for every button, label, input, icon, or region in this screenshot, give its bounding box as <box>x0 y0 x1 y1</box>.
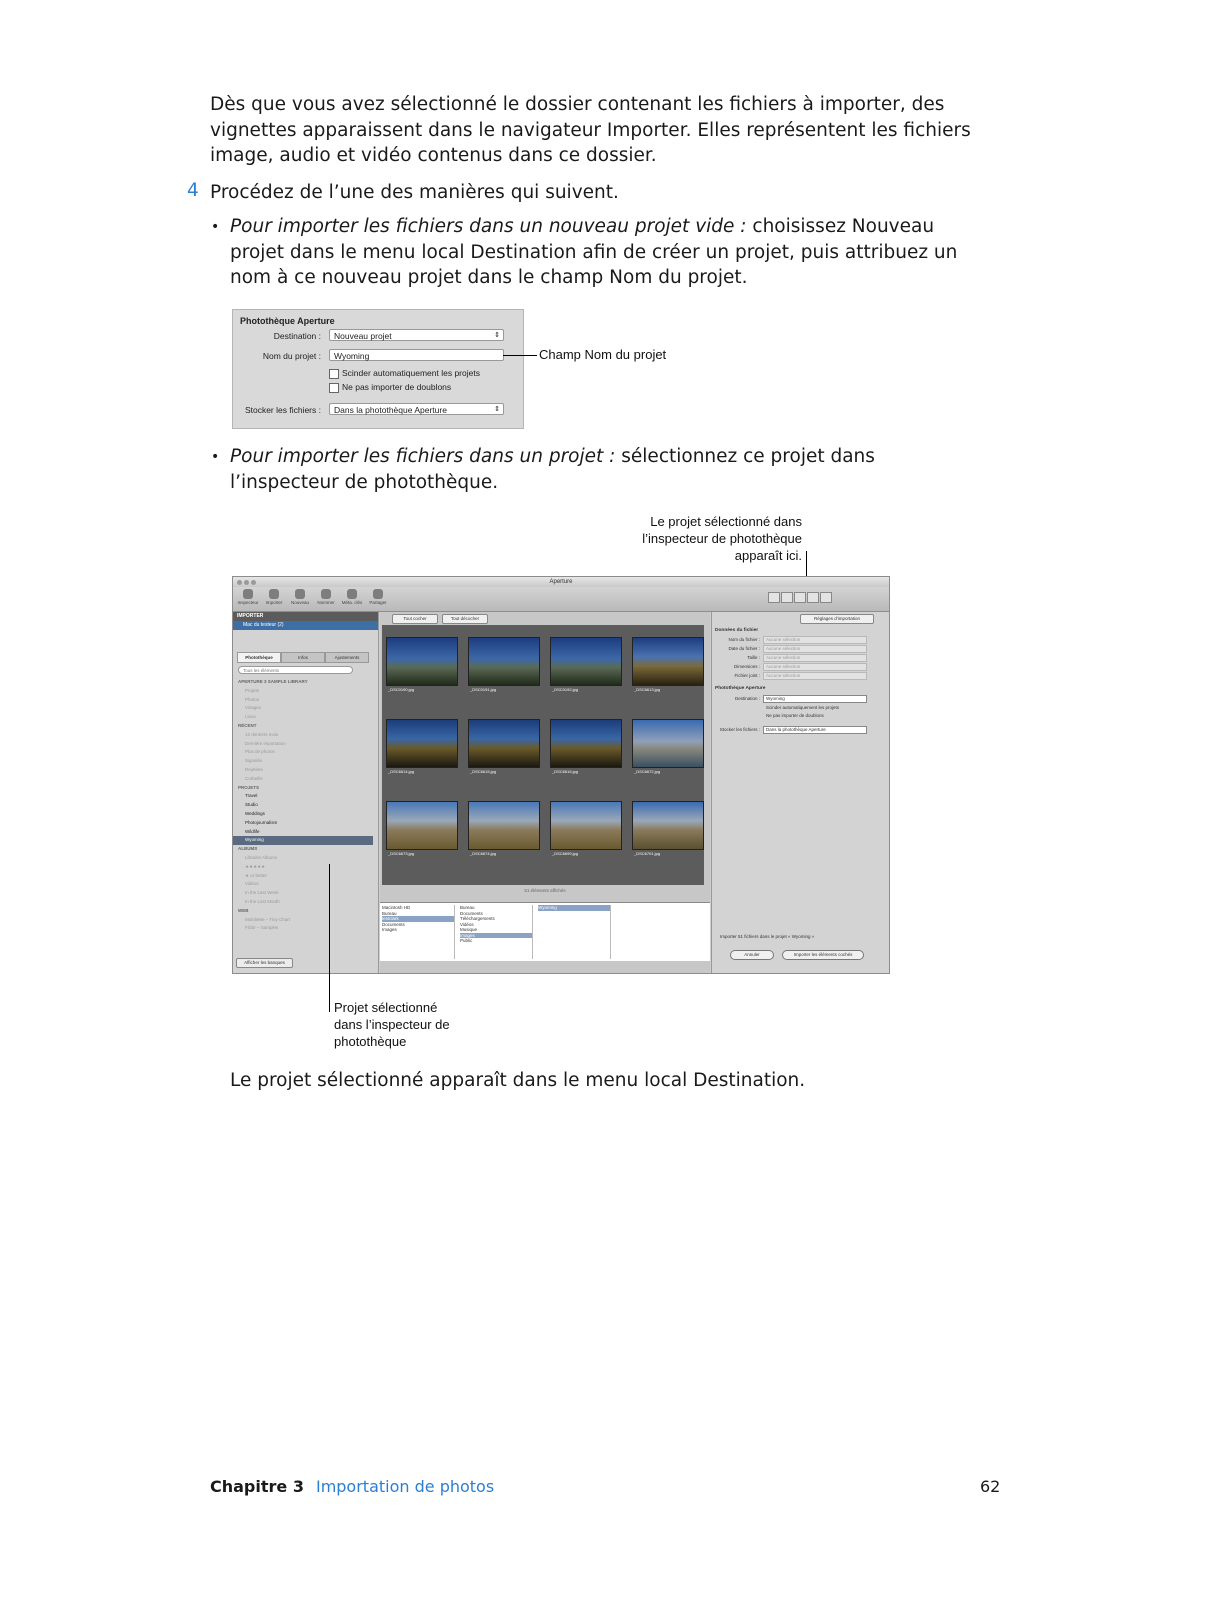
search-input[interactable]: Tous les éléments <box>238 666 353 674</box>
store-row <box>715 726 885 734</box>
thumbnail[interactable] <box>632 801 704 850</box>
row-value: Aucune sélection <box>763 636 867 644</box>
project-item[interactable]: Weddings <box>245 810 265 816</box>
destination-value: Nouveau projet <box>334 331 392 341</box>
library-list <box>233 678 373 933</box>
thumbnail[interactable] <box>550 637 622 686</box>
row-label: Destination : <box>734 696 760 702</box>
list-item[interactable]: Plus de photos <box>245 749 275 755</box>
thumbnail[interactable] <box>386 719 458 768</box>
import-summary: Importer 51 fichiers dans le projet « Wyoming » <box>720 934 815 939</box>
browser-item[interactable]: Documents <box>460 910 483 916</box>
person-icon <box>321 589 331 599</box>
thumbnail[interactable] <box>632 719 704 768</box>
list-item[interactable]: 12 derniers mois <box>245 731 279 737</box>
list-item[interactable]: In the Last Week <box>245 890 279 896</box>
browser-item[interactable]: Musique <box>460 927 478 932</box>
thumbnail[interactable] <box>468 801 540 850</box>
importer-header: IMPORTER <box>233 612 378 621</box>
tab-info[interactable]: Infos <box>281 652 325 663</box>
row-label: Stocker les fichiers : <box>719 727 760 733</box>
list-item[interactable]: Rejetées <box>245 766 263 772</box>
bullet1-text <box>230 214 990 291</box>
window-title: Aperture <box>549 579 573 585</box>
row-label: Date du fichier : <box>728 646 760 652</box>
thumbnail-label: _DSC6701.jpg <box>634 851 661 856</box>
duplicates-label: Ne pas importer de doublons <box>342 382 452 392</box>
browser-column <box>536 905 611 959</box>
bullet2-text <box>230 444 880 495</box>
project-item[interactable]: Photojournalism <box>245 819 278 825</box>
bullet-icon: • <box>211 449 220 465</box>
browser-item[interactable]: Wyoming <box>538 905 610 911</box>
list-item[interactable]: Projets <box>245 687 260 693</box>
tb-label: Importer <box>265 600 283 605</box>
share-button[interactable] <box>367 589 389 605</box>
callout-line <box>329 864 330 1012</box>
list-item[interactable]: Photos <box>245 696 260 702</box>
browser-item[interactable]: Macintosh HD <box>382 905 411 910</box>
browser-item[interactable]: Bureau <box>382 910 397 916</box>
store-value: Dans la photothèque Aperture <box>334 405 447 415</box>
callout-bottom-line: photothèque <box>334 1034 407 1049</box>
tb-label: Inspecteur <box>237 600 259 605</box>
list-section: ALBUMS <box>238 846 258 852</box>
step-text: Procédez de l’une des manières qui suivent. <box>210 182 619 203</box>
row-label: Nom du fichier : <box>728 637 760 643</box>
list-item[interactable]: ★★★★★ <box>245 863 266 869</box>
browser-item[interactable]: Vidéos <box>460 921 474 927</box>
view-switcher[interactable] <box>768 592 833 605</box>
file-row <box>715 654 885 662</box>
row-value: Aucune sélection <box>763 672 867 680</box>
library-header: Photothèque Aperture <box>715 686 766 691</box>
browser-column <box>458 905 533 959</box>
checkbox-icon <box>329 369 339 379</box>
import-browser <box>380 612 710 973</box>
list-item[interactable]: ★ or better <box>245 872 268 878</box>
browser-column <box>380 905 455 959</box>
callout-bottom-line: dans l’inspecteur de <box>334 1017 450 1032</box>
updown-icon: ⇕ <box>494 406 500 413</box>
browser-item[interactable]: Images <box>460 933 532 939</box>
step-number: 4 <box>187 180 199 201</box>
bullet2-body: sélectionnez ce projet dans l’inspecteur de photothèque. <box>230 446 875 493</box>
download-arrow-icon <box>269 589 279 599</box>
tab-library[interactable]: Photothèque <box>237 652 281 663</box>
import-checked-button[interactable]: Importer les éléments cochés <box>782 950 864 960</box>
browser-item[interactable]: Documents <box>382 921 405 927</box>
thumbnail-label: _DSC0191.jpg <box>470 687 497 692</box>
file-row <box>715 636 885 644</box>
uncheck-all-button[interactable]: Tout décocher <box>442 614 488 624</box>
callout-line <box>503 355 537 356</box>
browser-item[interactable]: testclark <box>382 916 454 922</box>
file-row <box>715 645 885 653</box>
import-settings-pane <box>711 612 890 973</box>
destination-select[interactable]: Wyoming <box>763 695 867 703</box>
callout-top-line: apparaît ici. <box>734 548 802 563</box>
import-button[interactable] <box>263 589 285 605</box>
row-label: Fichier joint : <box>734 673 760 679</box>
tab-adjustments[interactable]: Ajustements <box>325 652 369 663</box>
browser-item[interactable]: Bureau <box>460 905 475 910</box>
chapter-label: Chapitre 3 <box>210 1477 304 1496</box>
row-value: Aucune sélection <box>763 654 867 662</box>
thumbnail[interactable] <box>386 637 458 686</box>
list-item[interactable]: Librairie Albums <box>245 854 278 860</box>
callout-top <box>600 513 802 564</box>
list-item[interactable]: Lieux <box>245 714 256 720</box>
list-section: RÉCENT <box>238 722 257 728</box>
tb-label: Méta. clés <box>341 600 363 605</box>
tb-label: Nouveau <box>290 600 309 605</box>
row-value: Aucune sélection <box>763 645 867 653</box>
list-item[interactable]: Visages <box>245 705 261 711</box>
project-item[interactable]: Travel <box>245 793 258 799</box>
footer-chapter <box>210 1477 494 1496</box>
thumbnail[interactable] <box>386 801 458 850</box>
name-button[interactable] <box>315 589 337 605</box>
tag-icon <box>347 589 357 599</box>
bullet2-italic: Pour importer les fichiers dans un projet : <box>230 446 616 467</box>
row-label: Taille : <box>747 655 760 661</box>
thumbnail-label: _DSC0192.jpg <box>552 687 579 692</box>
closing-text: Le projet sélectionné apparaît dans le menu local Destination. <box>230 1070 806 1091</box>
list-item[interactable]: Dernière importation <box>245 740 286 746</box>
show-banks-button[interactable]: Afficher les banques <box>236 958 293 968</box>
browser-item[interactable]: Public <box>460 938 473 943</box>
keywords-button[interactable] <box>341 589 363 605</box>
browser-item[interactable]: Téléchargements <box>460 916 495 921</box>
cancel-button[interactable]: Annuler <box>730 950 774 960</box>
tb-label: Nommer <box>317 600 335 605</box>
plus-icon <box>295 589 305 599</box>
row-value: Aucune sélection <box>763 663 867 671</box>
page-number: 62 <box>980 1477 1001 1496</box>
chapter-title-link[interactable]: Importation de photos <box>315 1477 495 1496</box>
list-item[interactable]: Vidéos <box>245 881 259 887</box>
project-item[interactable]: Wildlife <box>245 828 260 834</box>
thumbnail-label: _DSC6616.jpg <box>552 769 579 774</box>
destination-select[interactable] <box>329 329 504 341</box>
callout-top-line: Le projet sélectionné dans <box>650 514 802 529</box>
callout-bottom-line: Projet sélectionné <box>334 1000 438 1015</box>
thumbnail[interactable] <box>550 719 622 768</box>
file-data-header: Données du fichier <box>715 628 759 633</box>
callout-bottom <box>334 999 450 1050</box>
inspector-button[interactable] <box>237 589 259 605</box>
browser-item[interactable]: Images <box>382 927 397 932</box>
project-item-selected[interactable]: Wyoming <box>233 836 373 845</box>
thumbnail[interactable] <box>468 637 540 686</box>
bullet1-body: choisissez Nouveau projet dans le menu local Destination afin de créer un projet, puis attribuez un nom à ce nouveau projet dans le champ Nom du projet. <box>230 216 958 288</box>
bullet1-italic: Pour importer les fichiers dans un nouveau projet vide : <box>230 216 747 237</box>
import-settings-menu[interactable]: Réglages d’importation <box>800 614 874 624</box>
callout-top-line: l’inspecteur de photothèque <box>642 531 802 546</box>
panel-title: Photothèque Aperture <box>240 316 335 326</box>
bullet-icon: • <box>211 219 220 235</box>
browser-toolbar <box>380 612 710 624</box>
updown-icon: ⇕ <box>494 332 500 339</box>
thumbnail-grid <box>382 625 704 885</box>
thumbnail[interactable] <box>632 637 704 686</box>
project-name-label: Nom du projet : <box>262 351 321 361</box>
list-section: PROJETS <box>238 784 260 790</box>
thumbnail-label: _DSC6613.jpg <box>634 687 661 692</box>
store-select[interactable]: Dans la photothèque Aperture <box>763 726 867 734</box>
thumbnail-label: _DSC6673.jpg <box>388 851 415 856</box>
file-row <box>715 672 885 680</box>
list-item[interactable]: Flickr – Samples <box>245 925 279 931</box>
device-item[interactable]: Mac du testeur (2) <box>233 621 378 630</box>
thumbnail-label: _DSC6672.jpg <box>634 769 661 774</box>
library-inspector <box>233 612 379 973</box>
list-item[interactable]: Signalés <box>245 758 263 764</box>
split-checkbox[interactable] <box>329 368 480 379</box>
thumbnail-label: _DSC6674.jpg <box>470 851 497 856</box>
duplicates-checkbox[interactable]: Ne pas importer de doublons <box>766 713 824 718</box>
store-select[interactable] <box>329 403 504 415</box>
thumbnail-label: _DSC6614.jpg <box>388 769 415 774</box>
row-label: Dimensions : <box>733 664 760 670</box>
thumbnail-label: _DSC6615.jpg <box>470 769 497 774</box>
library-panel <box>232 309 524 429</box>
check-all-button[interactable]: Tout cocher <box>392 614 438 624</box>
destination-row <box>715 695 885 703</box>
project-item[interactable]: Studio <box>245 802 258 808</box>
thumbnail-label: _DSC0190.jpg <box>388 687 415 692</box>
tb-label: Partager <box>369 600 387 605</box>
list-section: APERTURE 3 SAMPLE LIBRARY <box>238 679 308 684</box>
list-section: WEB <box>238 907 249 913</box>
info-icon <box>243 589 253 599</box>
store-label: Stocker les fichiers : <box>244 405 321 415</box>
toolbar <box>233 587 889 612</box>
list-item[interactable]: In the Last Month <box>245 898 280 904</box>
list-item[interactable]: MobileMe – Tiny Chart <box>245 916 291 922</box>
split-label: Scinder automatiquement les projets <box>342 368 480 378</box>
split-checkbox[interactable]: Scinder automatiquement les projets <box>766 705 840 710</box>
thumbnail-label: _DSC6699.jpg <box>552 851 579 856</box>
callout-project-name: Champ Nom du projet <box>539 347 667 362</box>
checkbox-icon <box>329 383 339 393</box>
thumbnail[interactable] <box>550 801 622 850</box>
thumbnail[interactable] <box>468 719 540 768</box>
share-icon <box>373 589 383 599</box>
destination-label: Destination : <box>273 331 321 341</box>
intro-paragraph: Dès que vous avez sélectionné le dossier contenant les fichiers à importer, des vignettes apparaissent dans le navigateur Importer. Elles représentent les fichiers image, audio et vidéo contenus dans ce dossier. <box>210 94 971 166</box>
project-name-field[interactable]: Wyoming <box>329 349 504 361</box>
file-row <box>715 663 885 671</box>
new-button[interactable] <box>289 589 311 605</box>
inspector-tabs <box>237 652 372 661</box>
file-browser <box>380 902 710 961</box>
duplicates-checkbox[interactable] <box>329 382 451 393</box>
items-count: 51 éléments affichés <box>524 888 566 893</box>
list-item[interactable]: Corbeille <box>245 775 263 781</box>
aperture-window <box>232 576 890 974</box>
